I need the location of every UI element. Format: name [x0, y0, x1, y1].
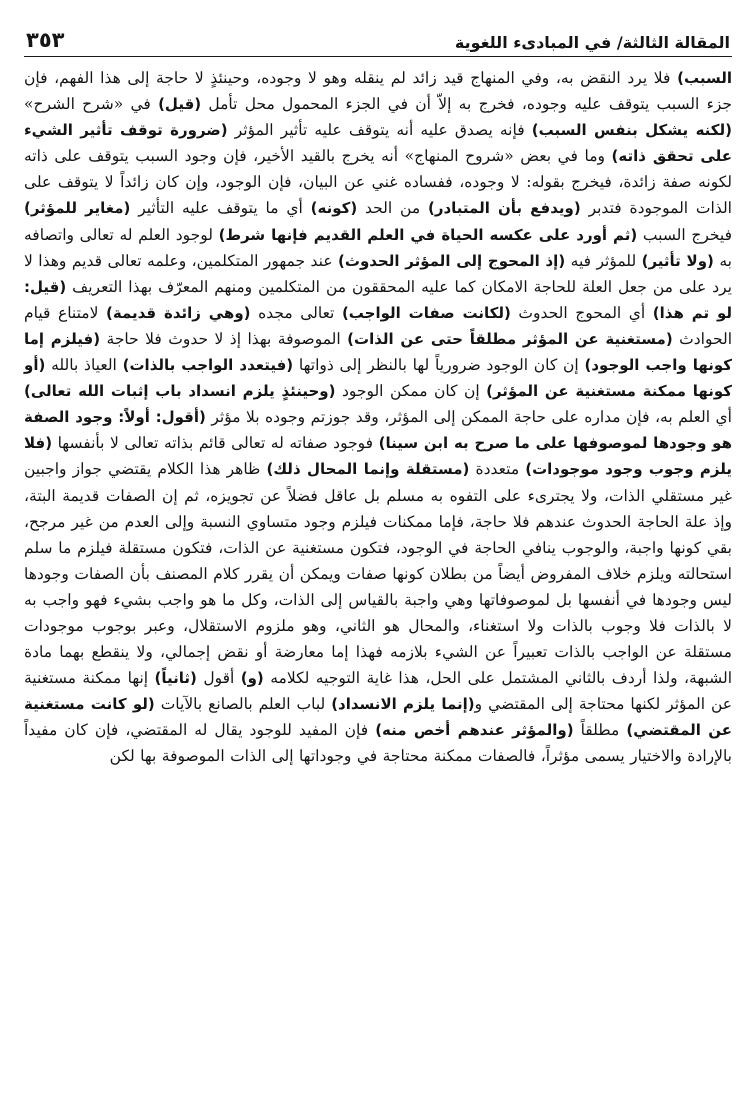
commentary-text: وما في بعض «شروح المنهاج» أنه يخرج بالقيد الأخير، فإن وجود السبب يتوقف على ذاته لكونه صفة زائدة، فيخرج بقوله: لا وجوده، ففساده غني عن البيان، فإن الوجود، وإن كان زائداً لا يتوقف على الذات الموجودة فتدبر — [24, 147, 732, 218]
commentary-text: مطلقاً — [573, 721, 627, 740]
commentary-text: إنها ممكنة مستغنية عن المؤثر لكنها محتاجة إلى المقتضي و — [24, 669, 733, 714]
commentary-text: تعالى مجده — [250, 303, 342, 322]
commentary-text: عند جمهور المتكلمين، وعلمه تعالى قديم وهذا لا يرد على من جعل العلة للحاجة الامكان كما عليه المحققون من المتكلمين ومنهم المعرّف بهذا التعريف — [24, 251, 732, 296]
quoted-matn-text: (والمؤثر عندهم أخص منه) — [375, 721, 574, 740]
quoted-matn-text: (وحينئذٍ يلزم انسداد باب إثبات الله تعالى) — [24, 382, 336, 401]
commentary-text: فلا يرد النقض به، وفي المنهاج قيد زائد لم ينقله وهو لا وجوده، وحينئذٍ لا حاجة إلى هذا الفهم، فإن جزء السبب يتوقف عليه وجوده، فخرج به إلاّ أن في الجزء المحمول محل تأمل — [24, 69, 732, 114]
commentary-text: الموصوفة بهذا إذ لا حدوث فلا حاجة — [100, 329, 348, 348]
quoted-matn-text: (وهي زائدة قديمة) — [106, 303, 251, 322]
document-page — [24, 22, 732, 770]
commentary-text: العياذ بالله — [45, 356, 123, 375]
quoted-matn-text: (لو كانت مستغنية عن المقتضي) — [24, 695, 732, 740]
quoted-matn-text: (ضرورة توقف تأثير الشيء على تحقق ذاته) — [24, 121, 732, 166]
commentary-text: إن كان ممكن الوجود — [335, 382, 487, 401]
commentary-text: فإنه يصدق عليه أنه يتوقف عليه تأثير المؤثر — [227, 121, 532, 140]
page-header — [24, 22, 732, 57]
quoted-matn-text: (ولا تأثير) — [641, 251, 714, 270]
commentary-text: فإن المفيد للوجود يقال له المقتضي، فإن كان مفيداً بالإرادة والاختيار يسمى مؤثراً، فالصفات ممكنة محتاجة في وجوداتها إلى الذات الموصوفة بها لكن — [24, 721, 732, 766]
commentary-text: أقول — [196, 669, 241, 688]
quoted-matn-text: (مستقلة وإنما المحال ذلك) — [266, 460, 470, 479]
commentary-text: فيخرج السبب — [637, 225, 732, 244]
commentary-text: لامتناع قيام الحوادث — [24, 303, 732, 348]
commentary-text: فوجود صفاته له تعالى قائم بذاته تعالى لا بأنفسها — [52, 434, 379, 453]
quoted-matn-text: السبب) — [677, 69, 733, 87]
quoted-matn-text: (و) — [240, 669, 264, 688]
commentary-text: أي العلم به، فإن مداره على حاجة الممكن إلى المؤثر، وقد جوزتم وجوده بلا مؤثر — [205, 408, 732, 427]
quoted-matn-text: (إذ المحوج إلى المؤثر الحدوث) — [338, 251, 566, 270]
running-title: المقالة الثالثة/ في المبادىء اللغوية — [454, 33, 730, 52]
commentary-text: لوجود العلم له تعالى واتصافه به — [24, 225, 732, 270]
quoted-matn-text: (كونه) — [310, 199, 358, 218]
quoted-matn-text: (ثانياً) — [154, 669, 197, 688]
quoted-matn-text: (فلا يلزم وجوب وجود موجودات) — [24, 434, 732, 479]
quoted-matn-text: (قيل: لو تم هذا) — [24, 277, 732, 322]
page-number: ٣٥٣ — [26, 28, 65, 52]
quoted-matn-text: (إنما يلزم الانسداد) — [331, 695, 475, 714]
quoted-matn-text: (فيتعدد الواجب بالذات) — [122, 356, 294, 375]
quoted-matn-text: (أقول: أولاً: وجود الصفة هو وجودها لموصوفها على ما صرح به ابن سينا) — [24, 408, 732, 453]
quoted-matn-text: (مستغنية عن المؤثر مطلقاً حتى عن الذات) — [347, 329, 673, 348]
body-paragraph — [24, 65, 732, 770]
commentary-text: أي المحوج الحدوث — [510, 303, 653, 322]
quoted-matn-text: (ثم أورد على عكسه الحياة في العلم القديم فإنها شرط) — [218, 225, 638, 244]
quoted-matn-text: (فيلزم إما كونها واجب الوجود) — [24, 329, 733, 375]
quoted-matn-text: (لكنه يشكل بنفس السبب) — [531, 121, 732, 140]
quoted-matn-text: (مغاير للمؤثر) — [24, 199, 131, 218]
quoted-matn-text: (لكانت صفات الواجب) — [341, 303, 511, 322]
commentary-text: إن كان الوجود ضرورياً لها بالنظر إلى ذواتها — [293, 356, 585, 375]
commentary-text: أي ما يتوقف عليه التأثير — [130, 199, 311, 218]
quoted-matn-text: (ويدفع بأن المتبادر) — [427, 199, 581, 218]
commentary-text: من الحد — [357, 199, 428, 218]
commentary-text: ظاهر هذا الكلام يقتضي جواز واجبين غير مستقلي الذات، ولا يجترىء على التفوه به مسلم بل عاقل فضلاً عن تجويزه، ثم إن الصفات قديمة البتة، وإذ علة الحاجة الحدوث عندهم فلا حاجة، فإما ممكنات فيلزم وجود متساوي النسبة وإلى العدم من غير مرجح، بقي كونها واجبة، والوجوب ينافي الحاجة في الوجود، فتكون مستغنية عن الذات، فتكون مستقلة فيلزم ما سلم استحالته ويلزم خلاف المفروض أيضاً من بطلان كونها صفات ويمكن أن يقرر كلام المصنف بأن الصفات وجودها ليس وجودها في أنفسها بل لموصوفاتها وهي واجبة بالقياس إلى الذات، وكل ما هو واجب بشيء فهو واجب به لا بالذات فلا وجوب بالذات ولا استغناء، والمحال هو الثاني، وهو ملزوم الاستقلال، وعبر بوجوب موجودات مستقلة عن الواجب بالذات تعبيراً عن الشيء بلازمه فهذا إما معارضة أو نقض إجمالي، ولا ينقطع بهما مادة الشبهة، ولذا أردف بالثاني المشتمل على الحل، هذا غاية التوجيه لكلامه — [24, 460, 733, 688]
commentary-text: لباب العلم بالصانع بالآيات — [154, 695, 332, 714]
commentary-text: في «شرح الشرح» — [24, 95, 159, 114]
quoted-matn-text: (أو كونها ممكنة مستغنية عن المؤثر) — [24, 356, 732, 401]
commentary-text: للمؤثر فيه — [565, 251, 642, 270]
quoted-matn-text: (قيل) — [158, 95, 202, 114]
commentary-text: متعددة — [469, 460, 526, 479]
